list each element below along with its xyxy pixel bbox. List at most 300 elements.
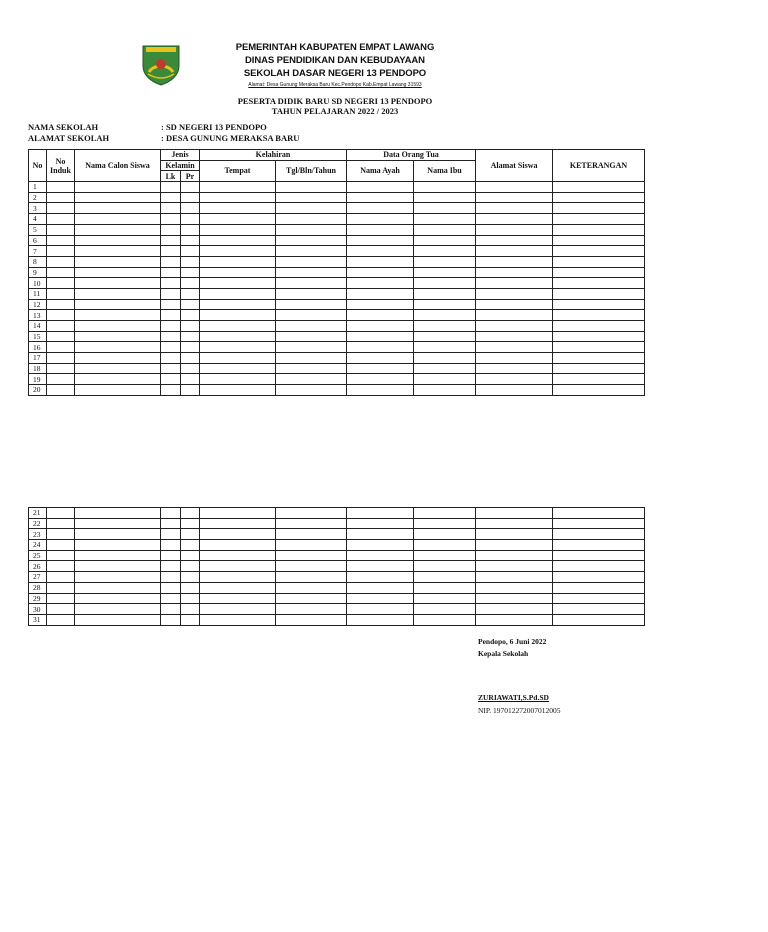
table-cell <box>276 331 347 342</box>
table-cell <box>476 331 553 342</box>
row-number: 25 <box>29 550 47 561</box>
table-cell <box>276 529 347 540</box>
table-cell <box>553 374 645 385</box>
table-cell <box>414 385 476 396</box>
table-cell <box>200 529 276 540</box>
letterhead-address: Alamat: Desa Gunung Meraksa Baru Kec.Pendopo Kab.Empat Lawang 31593 <box>248 82 422 88</box>
table-row <box>29 182 645 193</box>
table-cell <box>476 561 553 572</box>
header-jenis: Jenis <box>161 150 200 161</box>
table-cell <box>75 256 161 267</box>
table-cell <box>476 182 553 193</box>
table-cell <box>347 235 414 246</box>
table-cell <box>47 278 75 289</box>
table-cell <box>47 604 75 615</box>
school-name-value: : SD NEGERI 13 PENDOPO <box>161 122 267 132</box>
table-cell <box>75 192 161 203</box>
table-row <box>29 385 645 396</box>
table-cell <box>276 604 347 615</box>
table-cell <box>200 540 276 551</box>
table-cell <box>347 299 414 310</box>
table-row <box>29 288 645 299</box>
table-cell <box>347 256 414 267</box>
table-cell <box>75 353 161 364</box>
table-cell <box>181 572 200 583</box>
table-cell <box>476 299 553 310</box>
table-row <box>29 550 645 561</box>
table-cell <box>276 508 347 519</box>
table-cell <box>553 203 645 214</box>
table-row <box>29 342 645 353</box>
table-cell <box>347 508 414 519</box>
table-cell <box>161 572 181 583</box>
table-cell <box>75 508 161 519</box>
table-cell <box>476 224 553 235</box>
table-cell <box>276 518 347 529</box>
header-keterangan: KETERANGAN <box>553 150 645 182</box>
table-cell <box>200 256 276 267</box>
table-cell <box>181 310 200 321</box>
table-cell <box>200 267 276 278</box>
table-cell <box>414 540 476 551</box>
row-number: 27 <box>29 572 47 583</box>
student-table-continued <box>28 507 645 626</box>
table-cell <box>276 374 347 385</box>
table-cell <box>414 278 476 289</box>
table-cell <box>200 278 276 289</box>
row-number: 28 <box>29 582 47 593</box>
table-cell <box>414 299 476 310</box>
table-cell <box>414 550 476 561</box>
table-cell <box>347 593 414 604</box>
table-cell <box>200 310 276 321</box>
table-cell <box>181 299 200 310</box>
table-cell <box>47 299 75 310</box>
table-cell <box>161 214 181 225</box>
row-number: 29 <box>29 593 47 604</box>
table-cell <box>476 540 553 551</box>
table-cell <box>553 288 645 299</box>
table-row <box>29 331 645 342</box>
table-row <box>29 256 645 267</box>
table-cell <box>75 224 161 235</box>
table-cell <box>47 508 75 519</box>
table-cell <box>276 192 347 203</box>
table-cell <box>181 224 200 235</box>
table-cell <box>347 374 414 385</box>
table-cell <box>276 582 347 593</box>
letterhead-line-1: PEMERINTAH KABUPATEN EMPAT LAWANG <box>235 42 435 53</box>
table-cell <box>181 508 200 519</box>
table-cell <box>75 593 161 604</box>
table-row <box>29 321 645 332</box>
table-cell <box>553 385 645 396</box>
table-cell <box>75 267 161 278</box>
table-cell <box>347 182 414 193</box>
table-cell <box>476 267 553 278</box>
table-cell <box>47 353 75 364</box>
table-cell <box>553 353 645 364</box>
table-cell <box>161 518 181 529</box>
table-cell <box>476 363 553 374</box>
table-cell <box>47 385 75 396</box>
table-cell <box>75 288 161 299</box>
table-cell <box>161 331 181 342</box>
table-cell <box>75 614 161 625</box>
table-row <box>29 593 645 604</box>
table-cell <box>181 550 200 561</box>
table-cell <box>181 582 200 593</box>
table-cell <box>161 353 181 364</box>
table-cell <box>476 235 553 246</box>
table-cell <box>553 614 645 625</box>
table-cell <box>47 582 75 593</box>
table-cell <box>476 278 553 289</box>
header-no-induk: No Induk <box>47 150 75 182</box>
table-cell <box>553 529 645 540</box>
table-cell <box>414 508 476 519</box>
row-number: 24 <box>29 540 47 551</box>
table-cell <box>347 540 414 551</box>
table-cell <box>347 529 414 540</box>
row-number: 26 <box>29 561 47 572</box>
table-cell <box>276 550 347 561</box>
table-cell <box>347 331 414 342</box>
table-cell <box>200 374 276 385</box>
table-cell <box>75 310 161 321</box>
table-cell <box>553 342 645 353</box>
table-cell <box>476 614 553 625</box>
table-cell <box>181 374 200 385</box>
table-cell <box>75 604 161 615</box>
table-cell <box>347 572 414 583</box>
table-cell <box>161 363 181 374</box>
table-cell <box>200 614 276 625</box>
table-cell <box>181 342 200 353</box>
table-cell <box>47 331 75 342</box>
table-row <box>29 572 645 583</box>
table-row <box>29 540 645 551</box>
table-cell <box>553 214 645 225</box>
table-cell <box>161 342 181 353</box>
table-cell <box>161 246 181 257</box>
student-table <box>28 149 645 396</box>
table-cell <box>476 593 553 604</box>
table-cell <box>200 246 276 257</box>
table-cell <box>476 288 553 299</box>
table-cell <box>476 321 553 332</box>
table-cell <box>75 182 161 193</box>
table-cell <box>553 192 645 203</box>
table-cell <box>47 224 75 235</box>
table-cell <box>47 374 75 385</box>
table-cell <box>47 192 75 203</box>
signature-role: Kepala Sekolah <box>478 649 529 658</box>
table-cell <box>414 353 476 364</box>
table-cell <box>47 518 75 529</box>
table-cell <box>161 278 181 289</box>
header-tgl: Tgl/Bln/Tahun <box>276 160 347 181</box>
table-cell <box>75 374 161 385</box>
table-cell <box>276 288 347 299</box>
row-number: 5 <box>29 224 47 235</box>
table-cell <box>347 353 414 364</box>
table-row <box>29 267 645 278</box>
table-row <box>29 310 645 321</box>
table-cell <box>414 203 476 214</box>
table-cell <box>75 203 161 214</box>
table-cell <box>476 604 553 615</box>
row-number: 16 <box>29 342 47 353</box>
table-cell <box>47 540 75 551</box>
table-cell <box>181 604 200 615</box>
table-cell <box>476 550 553 561</box>
school-address-value: : DESA GUNUNG MERAKSA BARU <box>161 133 300 143</box>
table-cell <box>347 321 414 332</box>
table-cell <box>414 614 476 625</box>
table-cell <box>181 529 200 540</box>
row-number: 8 <box>29 256 47 267</box>
table-cell <box>200 353 276 364</box>
table-cell <box>47 267 75 278</box>
table-cell <box>276 353 347 364</box>
table-cell <box>47 235 75 246</box>
table-cell <box>181 182 200 193</box>
table-cell <box>476 582 553 593</box>
table-cell <box>181 214 200 225</box>
table-cell <box>161 182 181 193</box>
table-cell <box>553 550 645 561</box>
row-number: 2 <box>29 192 47 203</box>
table-cell <box>553 310 645 321</box>
table-cell <box>181 235 200 246</box>
table-cell <box>161 310 181 321</box>
table-cell <box>200 561 276 572</box>
table-cell <box>181 246 200 257</box>
table-cell <box>200 363 276 374</box>
table-cell <box>161 267 181 278</box>
table-cell <box>414 182 476 193</box>
header-ibu: Nama Ibu <box>414 160 476 181</box>
table-cell <box>476 310 553 321</box>
table-cell <box>276 235 347 246</box>
table-cell <box>347 582 414 593</box>
table-cell <box>181 593 200 604</box>
table-cell <box>276 256 347 267</box>
table-cell <box>276 299 347 310</box>
table-cell <box>347 310 414 321</box>
table-cell <box>200 508 276 519</box>
table-cell <box>347 342 414 353</box>
page-subtitle: TAHUN PELAJARAN 2022 / 2023 <box>271 106 399 116</box>
table-cell <box>276 267 347 278</box>
table-cell <box>553 363 645 374</box>
table-cell <box>181 614 200 625</box>
table-cell <box>161 508 181 519</box>
table-cell <box>553 604 645 615</box>
table-cell <box>476 256 553 267</box>
table-cell <box>75 342 161 353</box>
table-cell <box>181 353 200 364</box>
table-cell <box>347 192 414 203</box>
table-cell <box>47 288 75 299</box>
table-cell <box>347 288 414 299</box>
table-cell <box>47 561 75 572</box>
table-cell <box>553 278 645 289</box>
row-number: 19 <box>29 374 47 385</box>
table-cell <box>414 288 476 299</box>
table-cell <box>414 267 476 278</box>
table-cell <box>181 256 200 267</box>
table-cell <box>276 342 347 353</box>
row-number: 31 <box>29 614 47 625</box>
row-number: 9 <box>29 267 47 278</box>
table-cell <box>476 572 553 583</box>
table-cell <box>75 385 161 396</box>
table-row <box>29 529 645 540</box>
row-number: 15 <box>29 331 47 342</box>
table-cell <box>553 224 645 235</box>
header-no: No <box>29 150 47 182</box>
table-cell <box>200 299 276 310</box>
signature-nip: NIP. 197012272007012005 <box>478 706 561 715</box>
table-cell <box>75 572 161 583</box>
table-cell <box>75 561 161 572</box>
header-nama: Nama Calon Siswa <box>75 150 161 182</box>
table-cell <box>347 278 414 289</box>
table-cell <box>181 321 200 332</box>
table-cell <box>476 529 553 540</box>
table-cell <box>161 288 181 299</box>
table-cell <box>476 508 553 519</box>
table-cell <box>553 182 645 193</box>
table-cell <box>47 182 75 193</box>
table-cell <box>75 331 161 342</box>
table-row <box>29 235 645 246</box>
table-cell <box>347 518 414 529</box>
table-cell <box>47 256 75 267</box>
table-cell <box>47 310 75 321</box>
table-cell <box>414 604 476 615</box>
table-cell <box>347 203 414 214</box>
table-cell <box>347 224 414 235</box>
table-cell <box>553 299 645 310</box>
table-cell <box>414 331 476 342</box>
signature-place-date: Pendopo, 6 Juni 2022 <box>478 637 547 646</box>
table-row <box>29 203 645 214</box>
table-cell <box>276 385 347 396</box>
table-cell <box>553 321 645 332</box>
table-cell <box>414 374 476 385</box>
table-cell <box>276 363 347 374</box>
table-cell <box>75 214 161 225</box>
table-cell <box>276 593 347 604</box>
table-cell <box>414 572 476 583</box>
row-number: 6 <box>29 235 47 246</box>
table-cell <box>276 540 347 551</box>
table-row <box>29 604 645 615</box>
table-cell <box>553 540 645 551</box>
letterhead-line-2: DINAS PENDIDIKAN DAN KEBUDAYAAN <box>245 55 425 66</box>
table-cell <box>181 331 200 342</box>
table-cell <box>181 203 200 214</box>
table-cell <box>161 550 181 561</box>
table-cell <box>200 342 276 353</box>
table-cell <box>476 203 553 214</box>
table-cell <box>181 561 200 572</box>
table-cell <box>200 593 276 604</box>
table-cell <box>47 593 75 604</box>
table-cell <box>75 550 161 561</box>
table-cell <box>161 374 181 385</box>
table-cell <box>47 529 75 540</box>
table-cell <box>200 235 276 246</box>
table-cell <box>161 235 181 246</box>
table-cell <box>161 604 181 615</box>
table-cell <box>553 593 645 604</box>
table-cell <box>161 561 181 572</box>
table-row <box>29 214 645 225</box>
table-cell <box>200 214 276 225</box>
row-number: 12 <box>29 299 47 310</box>
table-cell <box>414 246 476 257</box>
table-cell <box>276 214 347 225</box>
table-cell <box>476 192 553 203</box>
table-cell <box>276 278 347 289</box>
table-cell <box>553 572 645 583</box>
table-cell <box>75 529 161 540</box>
table-cell <box>347 550 414 561</box>
row-number: 10 <box>29 278 47 289</box>
table-cell <box>47 572 75 583</box>
table-cell <box>47 214 75 225</box>
letterhead-line-3: SEKOLAH DASAR NEGERI 13 PENDOPO <box>243 68 427 79</box>
table-cell <box>47 321 75 332</box>
row-number: 14 <box>29 321 47 332</box>
header-pr: Pr <box>181 171 200 182</box>
table-cell <box>347 214 414 225</box>
row-number: 13 <box>29 310 47 321</box>
table-cell <box>276 561 347 572</box>
table-cell <box>161 582 181 593</box>
table-cell <box>75 363 161 374</box>
table-cell <box>200 572 276 583</box>
table-cell <box>161 224 181 235</box>
table-cell <box>161 256 181 267</box>
table-cell <box>414 518 476 529</box>
table-cell <box>181 363 200 374</box>
header-alamat: Alamat Siswa <box>476 150 553 182</box>
table-cell <box>200 550 276 561</box>
table-cell <box>75 540 161 551</box>
table-row <box>29 299 645 310</box>
row-number: 11 <box>29 288 47 299</box>
header-kelamin: Kelamin <box>161 160 200 171</box>
header-ayah: Nama Ayah <box>347 160 414 181</box>
table-cell <box>181 192 200 203</box>
table-cell <box>200 518 276 529</box>
table-cell <box>276 321 347 332</box>
table-cell <box>553 518 645 529</box>
table-cell <box>414 235 476 246</box>
table-cell <box>414 310 476 321</box>
row-number: 4 <box>29 214 47 225</box>
row-number: 17 <box>29 353 47 364</box>
table-cell <box>414 192 476 203</box>
table-cell <box>553 508 645 519</box>
table-cell <box>276 224 347 235</box>
table-row <box>29 561 645 572</box>
